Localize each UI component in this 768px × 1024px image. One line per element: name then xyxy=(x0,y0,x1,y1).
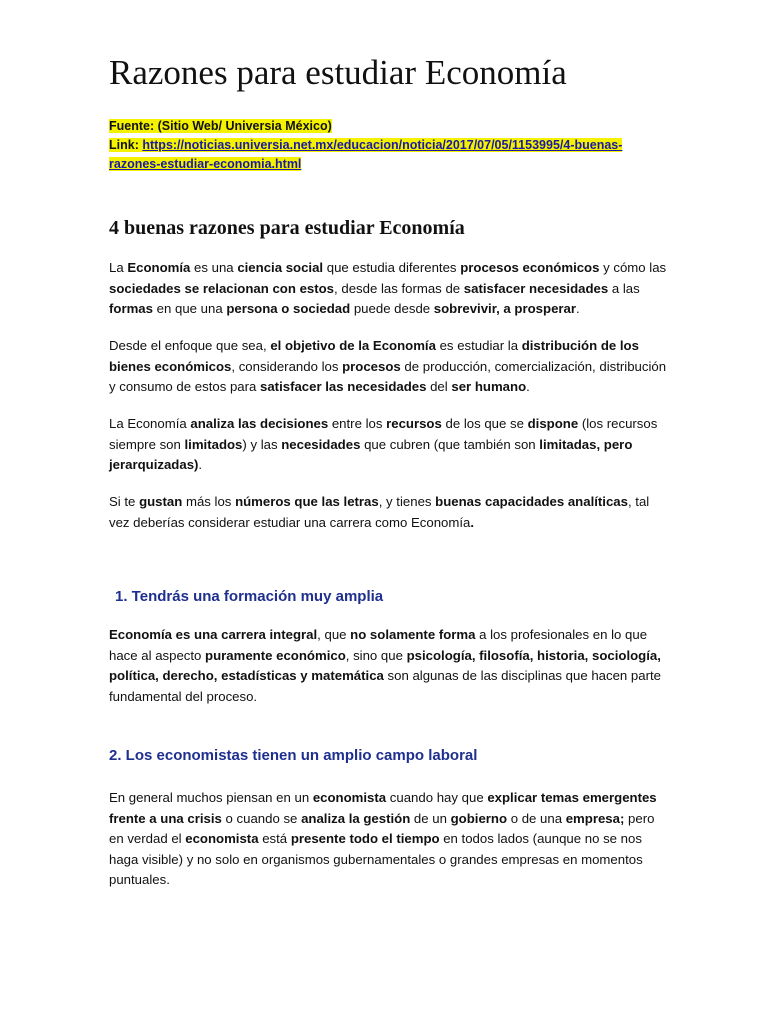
bold-text: gustan xyxy=(139,494,183,509)
text-run: , considerando los xyxy=(231,358,343,374)
bold-text: analiza las decisiones xyxy=(190,416,329,431)
text-run: cuando hay que xyxy=(386,790,488,805)
bold-text: recursos xyxy=(386,416,442,431)
bold-text: Economía xyxy=(127,260,191,275)
text-run: , y tienes xyxy=(378,494,436,509)
text-run: . xyxy=(526,379,530,394)
bold-text: formas xyxy=(109,301,153,316)
bold-text: necesidades xyxy=(281,436,361,452)
text-run: . xyxy=(198,457,203,472)
text-run: a las xyxy=(608,280,640,296)
text-run: , que xyxy=(317,627,351,642)
text-run: puede desde xyxy=(350,301,434,316)
link-line xyxy=(109,136,669,174)
text-run: . xyxy=(576,301,580,316)
text-run: que cubren (que también son xyxy=(360,436,540,452)
text-run: en que una xyxy=(152,301,227,316)
bold-text: economista xyxy=(185,831,259,846)
document-title: Razones para estudiar Economía xyxy=(109,53,567,92)
source-line xyxy=(109,117,669,136)
bold-text: analiza la gestión xyxy=(301,810,411,826)
bold-text: satisfacer las necesidades xyxy=(260,379,427,394)
text-run: y cómo las xyxy=(599,260,667,275)
text-run: Si te xyxy=(109,494,140,509)
link-label: Link: xyxy=(109,138,139,152)
intro-paragraph-4 xyxy=(109,492,669,533)
text-run: En general muchos piensan en un xyxy=(109,790,313,805)
bold-text: dispone xyxy=(527,416,579,431)
bold-text: ser humano xyxy=(451,379,527,394)
fuente-label: Fuente: xyxy=(109,119,155,133)
bold-text: el objetivo de la Economía xyxy=(270,338,436,353)
bold-text: gobierno xyxy=(450,810,508,826)
bold-text: sobrevivir, a prosperar xyxy=(433,301,576,316)
bold-text: no solamente forma xyxy=(350,627,476,642)
bold-text: limitados xyxy=(184,436,243,452)
source-block xyxy=(109,117,669,174)
text-run: de los que se xyxy=(441,416,528,431)
text-run: en todos lados (aunque no se nos haga visible) y no solo en organismos gubernamentales o grandes empresas en momentos puntuales. xyxy=(109,831,643,887)
text-run: del xyxy=(426,379,452,394)
section-1-paragraph xyxy=(109,625,669,707)
link-line-highlight xyxy=(109,138,622,171)
section-2-heading: 2. Los economistas tienen un amplio campo laboral xyxy=(109,747,478,764)
bold-text: Economía es una carrera integral xyxy=(109,627,318,642)
bold-text: números que las letras xyxy=(235,494,379,509)
intro-paragraph-3 xyxy=(109,414,669,476)
text-run: , sino que xyxy=(345,647,407,663)
bold-text: puramente económico xyxy=(205,647,346,663)
bold-text: persona o sociedad xyxy=(226,301,351,316)
bold-text: limitadas, pero jerarquizadas) xyxy=(109,436,633,472)
bold-text: psicología, filosofía, historia, sociología, política, derecho, estadísticas y matemática xyxy=(109,647,661,683)
text-run: ) y las xyxy=(242,436,282,452)
document-subtitle: 4 buenas razones para estudiar Economía xyxy=(109,217,465,239)
text-run: La xyxy=(109,260,128,275)
bold-text: empresa; xyxy=(565,810,625,826)
text-run: es estudiar la xyxy=(435,338,522,353)
section-1-heading: 1. Tendrás una formación muy amplia xyxy=(115,588,384,605)
text-run: más los xyxy=(182,494,236,509)
intro-paragraph-1 xyxy=(109,258,669,320)
bold-text: economista xyxy=(312,790,387,805)
bold-text: . xyxy=(470,514,475,530)
bold-text: procesos xyxy=(342,358,401,374)
bold-text: ciencia social xyxy=(237,260,324,275)
text-run: está xyxy=(258,831,291,846)
text-run: o cuando se xyxy=(221,810,302,826)
bold-text: buenas capacidades analíticas xyxy=(435,494,628,509)
text-run: de producción, comercialización, distribución y consumo de estos para xyxy=(109,358,667,394)
text-run: entre los xyxy=(328,416,387,431)
text-run: a los profesionales en lo que hace al aspecto xyxy=(109,627,648,663)
bold-text: distribución de los bienes económicos xyxy=(109,338,639,374)
text-run: , desde las formas de xyxy=(334,280,464,296)
text-run: o de una xyxy=(507,810,566,826)
text-run: es una xyxy=(190,260,238,275)
text-run: de un xyxy=(410,810,451,826)
text-run: (los recursos siempre son xyxy=(109,416,658,452)
text-run: La Economía xyxy=(109,416,191,431)
source-link[interactable]: https://noticias.universia.net.mx/educacion/noticia/2017/07/05/1153995/4-buenas-razones-estudiar-economia.html xyxy=(109,138,623,171)
fuente-value: (Sitio Web/ Universia México) xyxy=(157,119,332,133)
bold-text: satisfacer necesidades xyxy=(463,280,609,296)
bold-text: procesos económicos xyxy=(460,260,600,275)
text-run: , tal vez deberías considerar estudiar una carrera como Economía xyxy=(109,494,650,530)
intro-paragraph-2 xyxy=(109,336,669,398)
fuente-line-highlight xyxy=(109,119,332,133)
text-run: Desde el enfoque que sea, xyxy=(109,338,271,353)
section-2-paragraph xyxy=(109,788,669,891)
text-run: son algunas de las disciplinas que hacen parte fundamental del proceso. xyxy=(109,668,661,704)
bold-text: explicar temas emergentes frente a una crisis xyxy=(109,790,657,826)
text-run: pero en verdad el xyxy=(109,810,655,846)
bold-text: presente todo el tiempo xyxy=(290,831,440,846)
bold-text: sociedades se relacionan con estos xyxy=(109,280,335,296)
text-run: que estudia diferentes xyxy=(323,260,461,275)
